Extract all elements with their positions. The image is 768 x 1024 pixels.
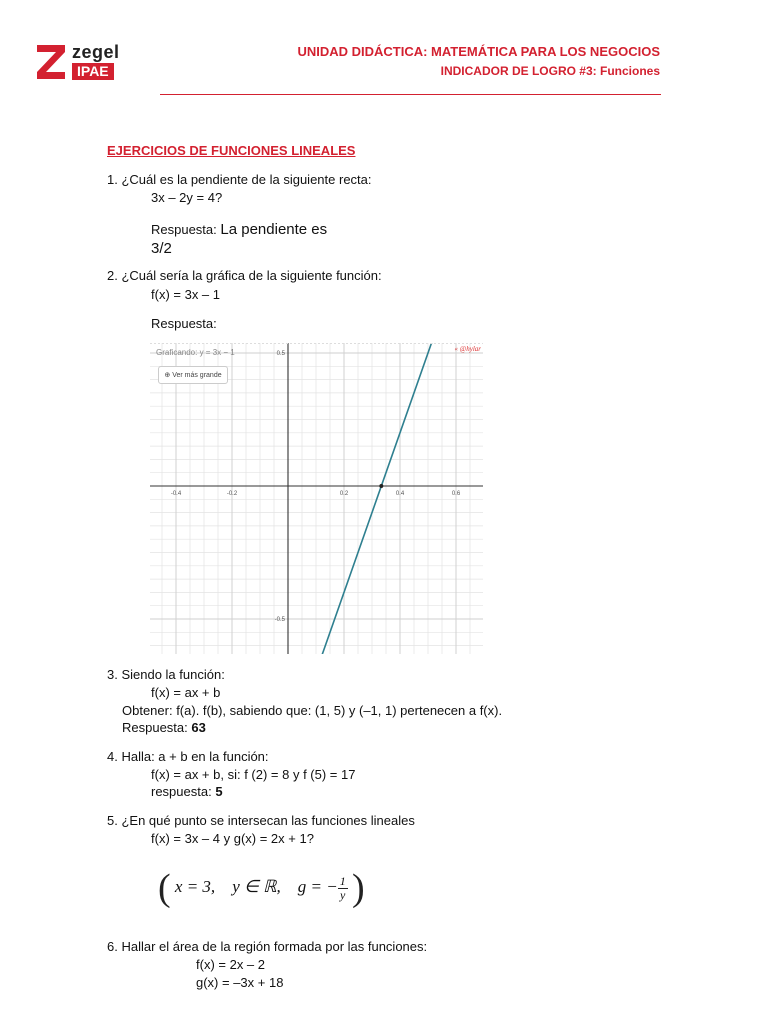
- formula-numerator: 1: [339, 873, 346, 888]
- q5-question: 5. ¿En qué punto se intersecan las funciones lineales: [107, 813, 415, 828]
- q2-question: 2. ¿Cuál sería la gráfica de la siguiente función:: [107, 268, 382, 283]
- x-tick-label: -0.4: [170, 491, 182, 497]
- q5-equation: f(x) = 3x – 4 y g(x) = 2x + 1?: [151, 831, 314, 846]
- q3-answer-label: Respuesta:: [122, 720, 188, 735]
- q1-answer-text: La pendiente es: [220, 221, 328, 238]
- q1-answer: [151, 221, 327, 238]
- header-divider: [160, 94, 661, 95]
- x-tick-label: 0.2: [339, 491, 349, 497]
- q3-detail: Obtener: f(a). f(b), sabiendo que: (1, 5) y (–1, 1) pertenecen a f(x).: [122, 703, 503, 718]
- q1-equation: 3x – 2y = 4?: [151, 190, 223, 205]
- formula-x: x = 3,: [174, 876, 216, 896]
- q4-answer: [151, 784, 223, 799]
- formula-fraction: [338, 875, 348, 902]
- view-larger-label: Ver más grande: [172, 372, 222, 379]
- intercept-point: [379, 484, 383, 488]
- q2-equation: f(x) = 3x – 1: [151, 287, 220, 302]
- formula-y: y ∈ ℝ,: [232, 876, 281, 896]
- q5-answer-formula: [158, 868, 365, 908]
- q1-answer-label: Respuesta:: [151, 222, 217, 237]
- graph-caption: Graficando: y = 3x − 1: [156, 348, 235, 357]
- q4-answer-label: respuesta:: [151, 784, 212, 799]
- q1-answer-value: 3/2: [151, 240, 172, 257]
- formula-g: g = −: [297, 876, 338, 896]
- q3-question: 3. Siendo la función:: [107, 667, 225, 682]
- header-title: UNIDAD DIDÁCTICA: MATEMÁTICA PARA LOS NEGOCIOS: [297, 44, 660, 59]
- q3-equation: f(x) = ax + b: [151, 685, 221, 700]
- x-tick-label: -0.2: [226, 491, 238, 497]
- x-tick-label: 0.6: [451, 491, 461, 497]
- q6-question: 6. Hallar el área de la región formada por las funciones:: [107, 939, 428, 954]
- q6-eq1: f(x) = 2x – 2: [196, 957, 265, 972]
- formula-left-paren: (: [158, 867, 171, 909]
- logo-zegel-text: zegel: [72, 42, 120, 62]
- q3-answer-value: 63: [191, 720, 206, 735]
- view-larger-button[interactable]: [158, 366, 228, 384]
- graph-corner-text: « @hylar: [454, 345, 481, 353]
- formula-denominator: y: [340, 887, 346, 902]
- header-subtitle: INDICADOR DE LOGRO #3: Funciones: [440, 64, 660, 78]
- q4-answer-value: 5: [215, 784, 223, 799]
- q3-answer: [122, 720, 206, 735]
- graph-background: [150, 343, 483, 654]
- y-tick-label: -0.5: [274, 617, 285, 623]
- q1-question: 1. ¿Cuál es la pendiente de la siguiente recta:: [107, 172, 372, 187]
- zegel-logo-mark: [37, 45, 65, 79]
- section-title: EJERCICIOS DE FUNCIONES LINEALES: [107, 143, 356, 158]
- magnifier-icon: ⊕: [164, 372, 173, 379]
- formula-right-paren: ): [351, 867, 365, 909]
- q4-equation: f(x) = ax + b, si: f (2) = 8 y f (5) = 17: [151, 767, 356, 782]
- function-graph: [150, 343, 483, 654]
- y-tick-label: 0.5: [276, 351, 285, 357]
- graph-svg: [150, 343, 483, 654]
- q4-question: 4. Halla: a + b en la función:: [107, 749, 269, 764]
- q6-eq2: g(x) = –3x + 18: [196, 975, 284, 990]
- logo-ipae-text: IPAE: [72, 63, 114, 80]
- x-tick-label: 0.4: [395, 491, 405, 497]
- q2-answer-label: Respuesta:: [151, 316, 217, 331]
